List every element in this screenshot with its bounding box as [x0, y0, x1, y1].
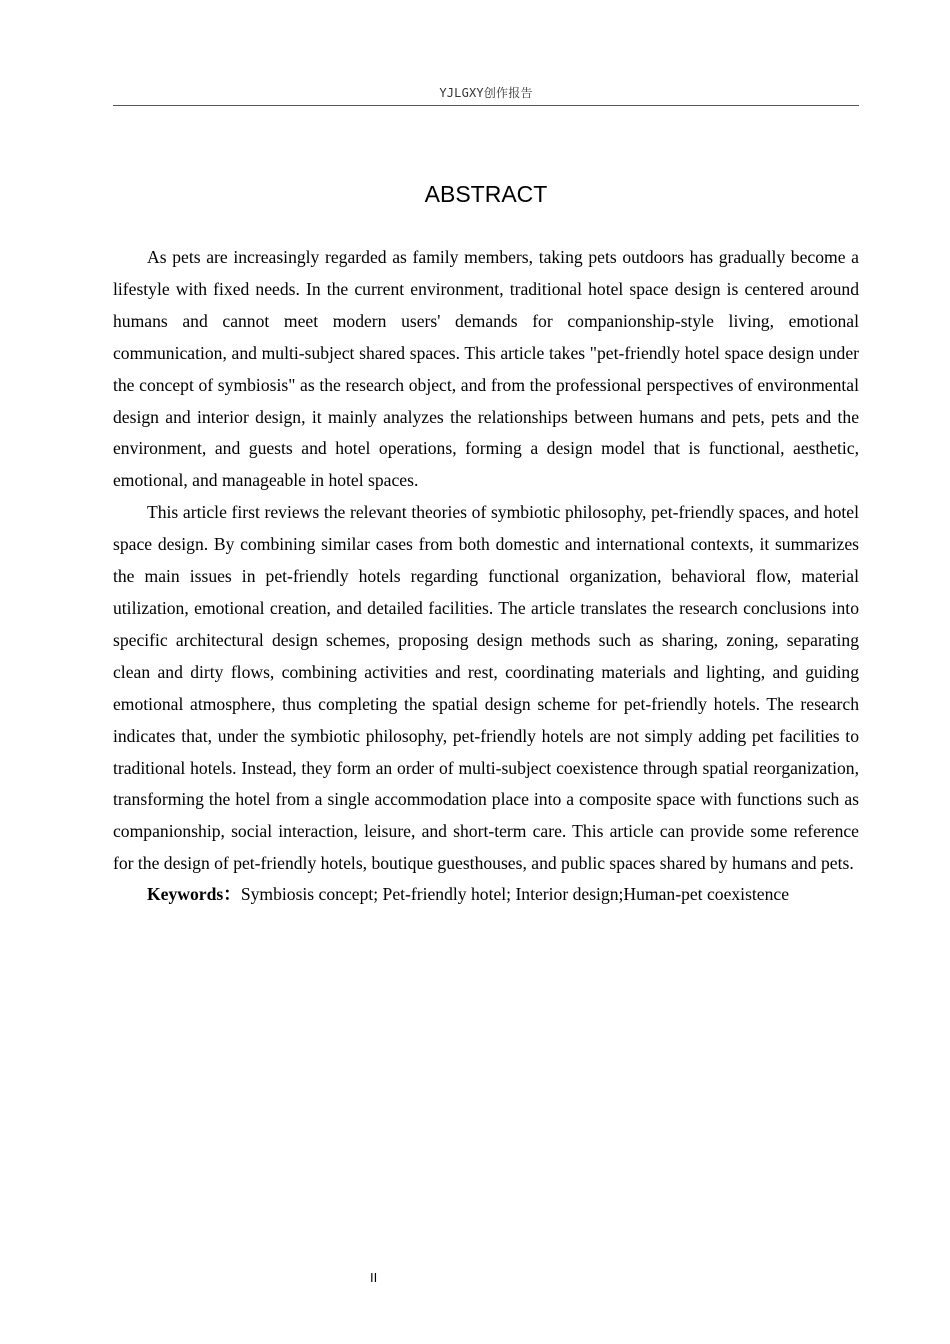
abstract-title: ABSTRACT [424, 181, 548, 207]
keywords-label: Keywords： [147, 884, 241, 905]
page-number: II [370, 1270, 378, 1285]
keywords-line [113, 880, 859, 908]
header-divider [113, 105, 859, 106]
running-header: YJLGXY创作报告 [439, 86, 533, 100]
keywords-text: Symbiosis concept; Pet-friendly hotel; Interior design;Human-pet coexistence [240, 884, 790, 905]
abstract-body [113, 242, 859, 908]
abstract-paragraph-2: This article first reviews the relevant theories of symbiotic philosophy, pet-friendly spaces, and hotel space design. By combining similar cases from both domestic and international contexts, it summarizes the main issues in pet-friendly hotels regarding functional organization, behavioral flow, material utilization, emotional creation, and detailed facilities. The article translates the research conclusions into specific architectural design schemes, proposing design methods such as sharing, zoning, separating clean and dirty flows, combining activities and rest, coordinating materials and lighting, and guiding emotional atmosphere, thus completing the spatial design scheme for pet-friendly hotels. The research indicates that, under the symbiotic philosophy, pet-friendly hotels are not simply adding pet facilities to traditional hotels. Instead, they form an order of multi-subject coexistence through spatial reorganization, transforming the hotel from a single accommodation place into a composite space with functions such as companionship, social interaction, leisure, and short-term care. This article can provide some reference for the design of pet-friendly hotels, boutique guesthouses, and public spaces shared by humans and pets. [113, 502, 859, 874]
abstract-paragraph-1: As pets are increasingly regarded as family members, taking pets outdoors has gradually become a lifestyle with fixed needs. In the current environment, traditional hotel space design is centered around humans and cannot meet modern users' demands for companionship-style living, emotional communication, and multi-subject shared spaces. This article takes "pet-friendly hotel space design under the concept of symbiosis" as the research object, and from the professional perspectives of environmental design and interior design, it mainly analyzes the relationships between humans and pets, pets and the environment, and guests and hotel operations, forming a design model that is functional, aesthetic, emotional, and manageable in hotel spaces. [113, 247, 859, 491]
